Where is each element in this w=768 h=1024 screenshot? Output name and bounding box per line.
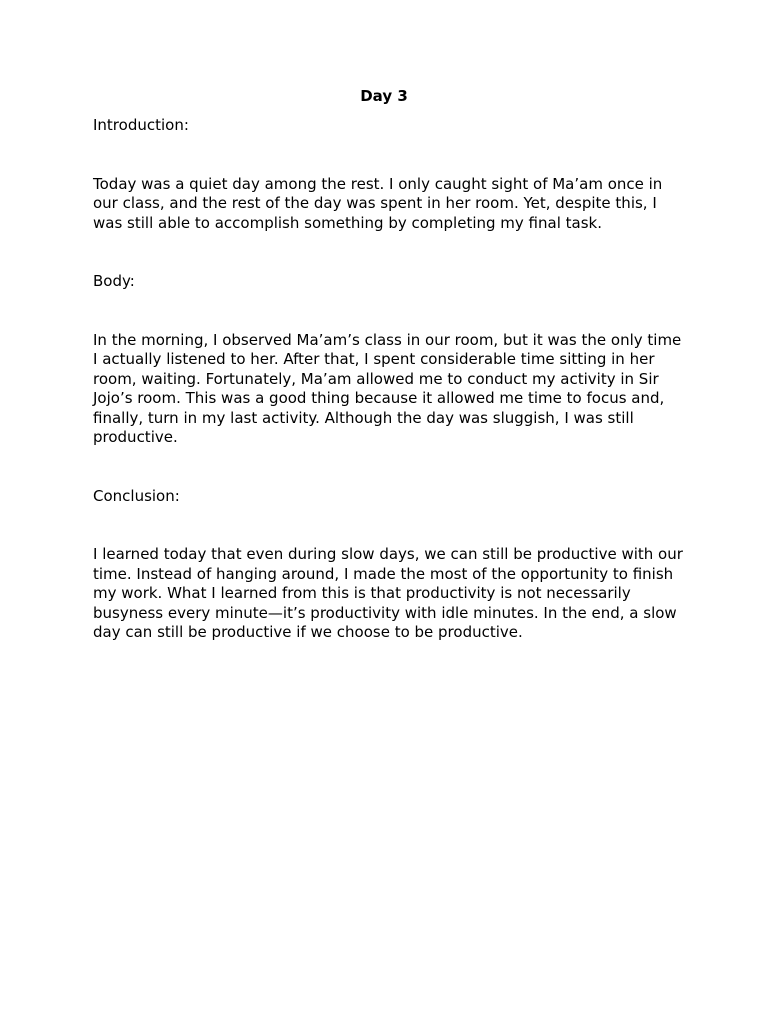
section-paragraph-body: In the morning, I observed Ma’am’s class in our room, but it was the only time I actually listened to her. After that, I spent considerable time sitting in her room, waiting. Fortunately, Ma’am allowed me to conduct my activity in Sir Jojo’s room. This was a good thing because it allowed me time to focus and, finally, turn in my last activity. Although the day was sluggish, I was still productive.: [93, 330, 682, 446]
section-paragraph-introduction: Today was a quiet day among the rest. I only caught sight of Ma’am once in our class, and the rest of the day was spent in her room. Yet, despite this, I was still able to accomplish something by completing my final task.: [93, 174, 663, 232]
section-heading-introduction: Introduction:: [93, 116, 189, 134]
section-paragraph-conclusion: I learned today that even during slow days, we can still be productive with our time. Instead of hanging around, I made the most of the opportunity to finish my work. What I learned from this is that productivity is not necessarily busyness every minute—it’s productivity with idle minutes. In the end, a slow day can still be productive if we choose to be productive.: [93, 545, 683, 641]
document-page: [93, 87, 683, 643]
section-heading-body: Body:: [93, 272, 135, 290]
section-heading-conclusion: Conclusion:: [93, 486, 180, 505]
document-title: Day 3: [360, 87, 408, 105]
